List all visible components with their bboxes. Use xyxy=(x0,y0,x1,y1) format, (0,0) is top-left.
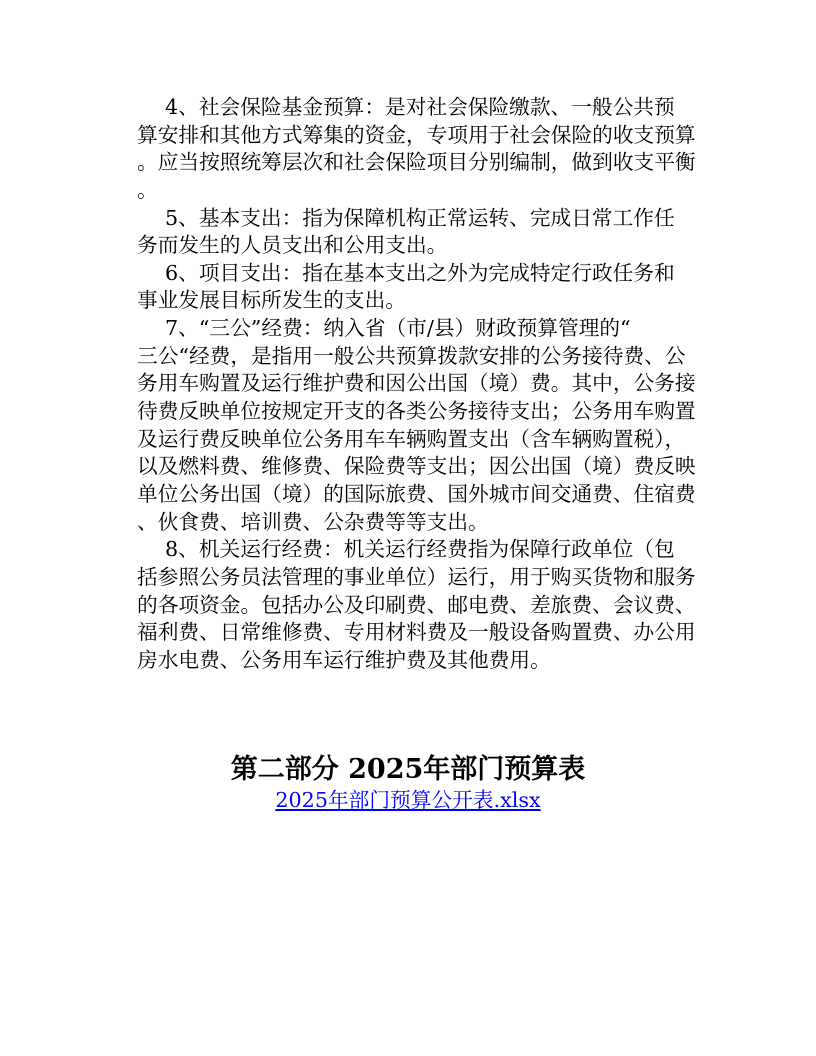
text-line: 5、基本支出：指为保障机构正常运转、完成日常工作任 xyxy=(165,205,675,230)
text-line: 及运行费反映单位公务用车车辆购置支出（含车辆购置税）， xyxy=(137,426,686,451)
paragraph-basic-expenditure xyxy=(137,205,703,260)
text-line: 的各项资金。包括办公及印刷费、邮电费、差旅费、会议费、 xyxy=(137,592,696,617)
text-line: 7、“三公”经费：纳入省（市/县）财政预算管理的“ xyxy=(165,316,631,341)
text-line: 事业发展目标所发生的支出。 xyxy=(137,288,406,313)
budget-table-attachment-link[interactable]: 2025年部门预算公开表.xlsx xyxy=(275,788,541,812)
text-line: 。应当按照统筹层次和社会保险项目分别编制，做到收支平衡 xyxy=(137,150,696,175)
text-line: 。 xyxy=(137,177,158,202)
paragraph-social-insurance-fund-budget xyxy=(137,94,703,205)
text-line: 待费反映单位按规定开支的各类公务接待支出；公务用车购置 xyxy=(137,399,696,424)
paragraph-three-public-expenses xyxy=(137,315,703,536)
text-line: 括参照公务员法管理的事业单位）运行，用于购买货物和服务 xyxy=(137,564,696,589)
text-line: 算安排和其他方式筹集的资金，专项用于社会保险的收支预算 xyxy=(137,122,696,147)
text-line: 4、社会保险基金预算：是对社会保险缴款、一般公共预 xyxy=(165,95,675,119)
text-line: 福利费、日常维修费、专用材料费及一般设备购置费、办公用 xyxy=(137,620,696,645)
text-line: 以及燃料费、维修费、保险费等支出；因公出国（境）费反映 xyxy=(137,454,696,479)
text-line: 6、项目支出：指在基本支出之外为完成特定行政任务和 xyxy=(165,260,675,285)
definitions-body xyxy=(137,94,703,674)
text-line: 、伙食费、培训费、公杂费等等支出。 xyxy=(137,509,489,534)
text-line: 务而发生的人员支出和公用支出。 xyxy=(137,233,448,258)
section-heading: 第二部分 2025年部门预算表 xyxy=(230,754,586,785)
text-line: 房水电费、公务用车运行维护费及其他费用。 xyxy=(137,647,551,672)
text-line: 单位公务出国（境）的国际旅费、国外城市间交通费、住宿费 xyxy=(137,481,696,506)
text-line: 8、机关运行经费：机关运行经费指为保障行政单位（包 xyxy=(165,537,675,562)
paragraph-project-expenditure xyxy=(137,260,703,315)
attachment-container xyxy=(0,787,816,814)
text-line: 三公“经费，是指用一般公共预算拨款安排的公务接待费、公 xyxy=(137,343,686,368)
text-line: 务用车购置及运行维护费和因公出国（境）费。其中，公务接 xyxy=(137,371,696,396)
paragraph-agency-operating-costs xyxy=(137,536,703,674)
